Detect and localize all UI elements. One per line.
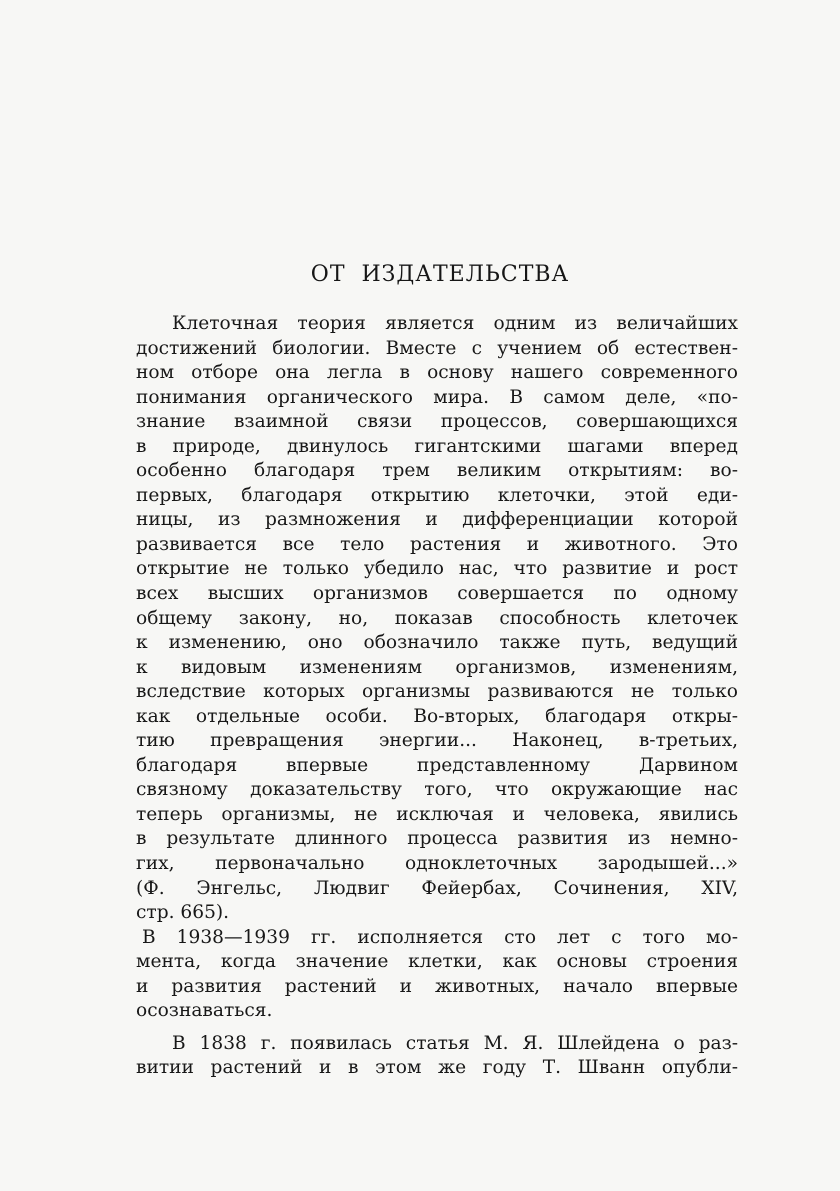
text-line: мента, когда значение клетки, как основы строения [136,951,738,973]
text-line: ном отборе она легла в основу нашего современного [136,362,738,384]
text-line: вследствие которых организмы развиваются не только [136,681,738,703]
text-line: В 1938—1939 гг. исполняется сто лет с того мо- [142,926,738,948]
text-line: (Ф. Энгельс, Людвиг Фейербах, Сочинения, XIV, [136,877,738,899]
text-line: знание взаимной связи процессов, совершающихся [136,411,738,433]
text-line: гих, первоначально одноклеточных зародышей...» [136,853,738,875]
text-line: к изменению, оно обозначило также путь, ведущий [136,632,738,654]
text-line: первых, благодаря открытию клеточки, этой еди- [136,484,738,506]
text-line: к видовым изменениям организмов, изменениям, [136,656,738,678]
text-line: осознаваться. [136,1000,273,1022]
text-line: как отдельные особи. Во-вторых, благодаря откры- [136,705,738,727]
text-line: витии растений и в этом же году Т. Шванн опубли- [136,1057,738,1079]
text-line: стр. 665). [136,902,230,924]
text-line: развивается все тело растения и животного. Это [136,533,738,555]
text-line: теперь организмы, не исключая и человека, явились [136,803,738,825]
text-line: всех высших организмов совершается по одному [136,583,738,605]
paragraph-1 [136,312,738,926]
body-text [136,312,738,1081]
text-line: тию превращения энергии... Наконец, в-третьих, [136,730,738,752]
text-line: в результате длинного процесса развития из немно- [136,828,738,850]
text-line: ницы, из размножения и дифференциации которой [136,509,738,531]
page-title: ОТ ИЗДАТЕЛЬСТВА [310,262,570,287]
text-line: благодаря впервые представленному Дарвином [136,754,738,776]
paragraph-3 [136,1032,738,1081]
text-line: Клеточная теория является одним из величайших [172,313,738,334]
text-line: достижений биологии. Вместе с учением об естествен- [136,337,738,359]
text-line: общему закону, но, показав способность клеточек [136,607,738,629]
text-line: особенно благодаря трем великим открытиям: во- [136,460,738,482]
text-line: В 1838 г. появилась статья М. Я. Шлейдена о раз- [172,1032,738,1054]
text-line: связному доказательству того, что окружающие нас [136,779,738,801]
text-line: открытие не только убедило нас, что развитие и рост [136,558,738,580]
paragraph-2 [136,926,738,1024]
text-line: в природе, двинулось гигантскими шагами вперед [136,435,738,457]
text-line: понимания органического мира. В самом деле, «по- [136,386,738,408]
text-line: и развития растений и животных, начало впервые [136,975,738,997]
